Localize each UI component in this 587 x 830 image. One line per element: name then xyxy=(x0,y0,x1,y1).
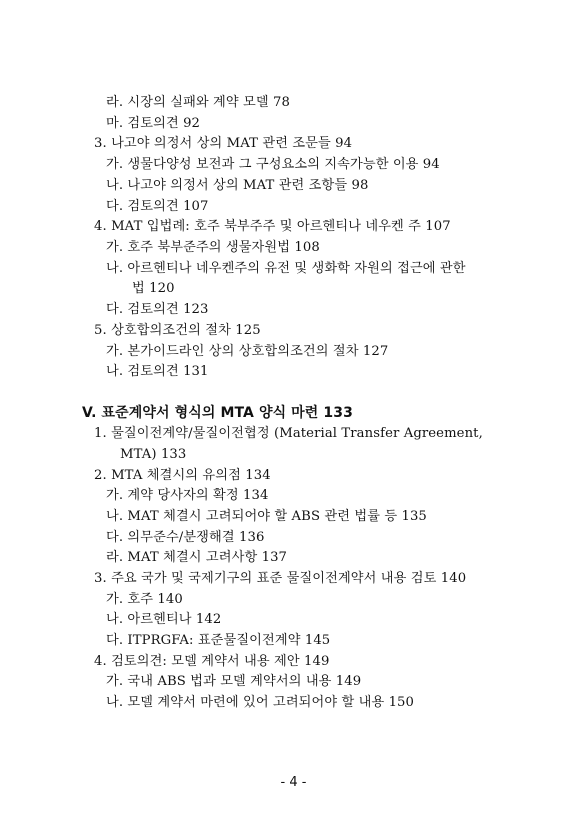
toc-entry: 나. 검토의견 131 xyxy=(106,364,209,379)
toc-entry: 가. 호주 북부준주의 생물자원법 108 xyxy=(106,240,320,255)
toc-entry: 3. 나고야 의정서 상의 MAT 관련 조문들 94 xyxy=(94,136,353,151)
toc-entry: 5. 상호합의조건의 절차 125 xyxy=(94,323,261,338)
toc-entry: 가. 호주 140 xyxy=(106,592,183,607)
toc-entry: 4. MAT 입법례: 호주 북부주주 및 아르헨티나 네우켄 주 107 xyxy=(94,219,451,234)
toc-entry: 1. 물질이전계약/물질이전협정 (Material Transfer Agreement, xyxy=(94,426,483,441)
toc-entry: 마. 검토의견 92 xyxy=(106,116,201,131)
toc-entry: 가. 계약 당사자의 확정 134 xyxy=(106,488,269,503)
toc-entry: 라. 시장의 실패와 계약 모델 78 xyxy=(106,95,290,110)
page-number: - 4 - xyxy=(280,775,307,790)
toc-entry: 가. 국내 ABS 법과 모델 계약서의 내용 149 xyxy=(106,674,362,689)
toc-entry: 라. MAT 체결시 고려사항 137 xyxy=(106,550,288,565)
toc-entry: 나. 모델 계약서 마련에 있어 고려되어야 할 내용 150 xyxy=(106,695,415,710)
toc-entry: 나. 나고야 의정서 상의 MAT 관련 조항들 98 xyxy=(106,178,369,193)
toc-entry: 4. 검토의견: 모델 계약서 내용 제안 149 xyxy=(94,654,330,669)
toc-entry: 2. MTA 체결시의 유의점 134 xyxy=(94,468,271,483)
toc-entry: 나. 아르헨티나 네우켄주의 유전 및 생화학 자원의 접근에 관한 xyxy=(106,261,466,276)
toc-entry: 다. 검토의견 107 xyxy=(106,199,209,214)
toc-entry-continuation: MTA) 133 xyxy=(120,447,187,462)
toc-entry-continuation: 법 120 xyxy=(132,281,175,296)
toc-entry: 나. 아르헨티나 142 xyxy=(106,612,222,627)
toc-section-heading: V. 표준계약서 형식의 MTA 양식 마련 133 xyxy=(82,405,353,421)
toc-entry: 다. 검토의견 123 xyxy=(106,302,209,317)
toc-entry: 다. 의무준수/분쟁해결 136 xyxy=(106,530,265,545)
toc-entry: 가. 본가이드라인 상의 상호합의조건의 절차 127 xyxy=(106,344,389,359)
toc-entry: 가. 생물다양성 보전과 그 구성요소의 지속가능한 이용 94 xyxy=(106,157,440,172)
toc-entry: 다. ITPRGFA: 표준물질이전계약 145 xyxy=(106,633,331,648)
toc-entry: 나. MAT 체결시 고려되어야 할 ABS 관련 법률 등 135 xyxy=(106,509,427,524)
toc-entry: 3. 주요 국가 및 국제기구의 표준 물질이전계약서 내용 검토 140 xyxy=(94,571,467,586)
